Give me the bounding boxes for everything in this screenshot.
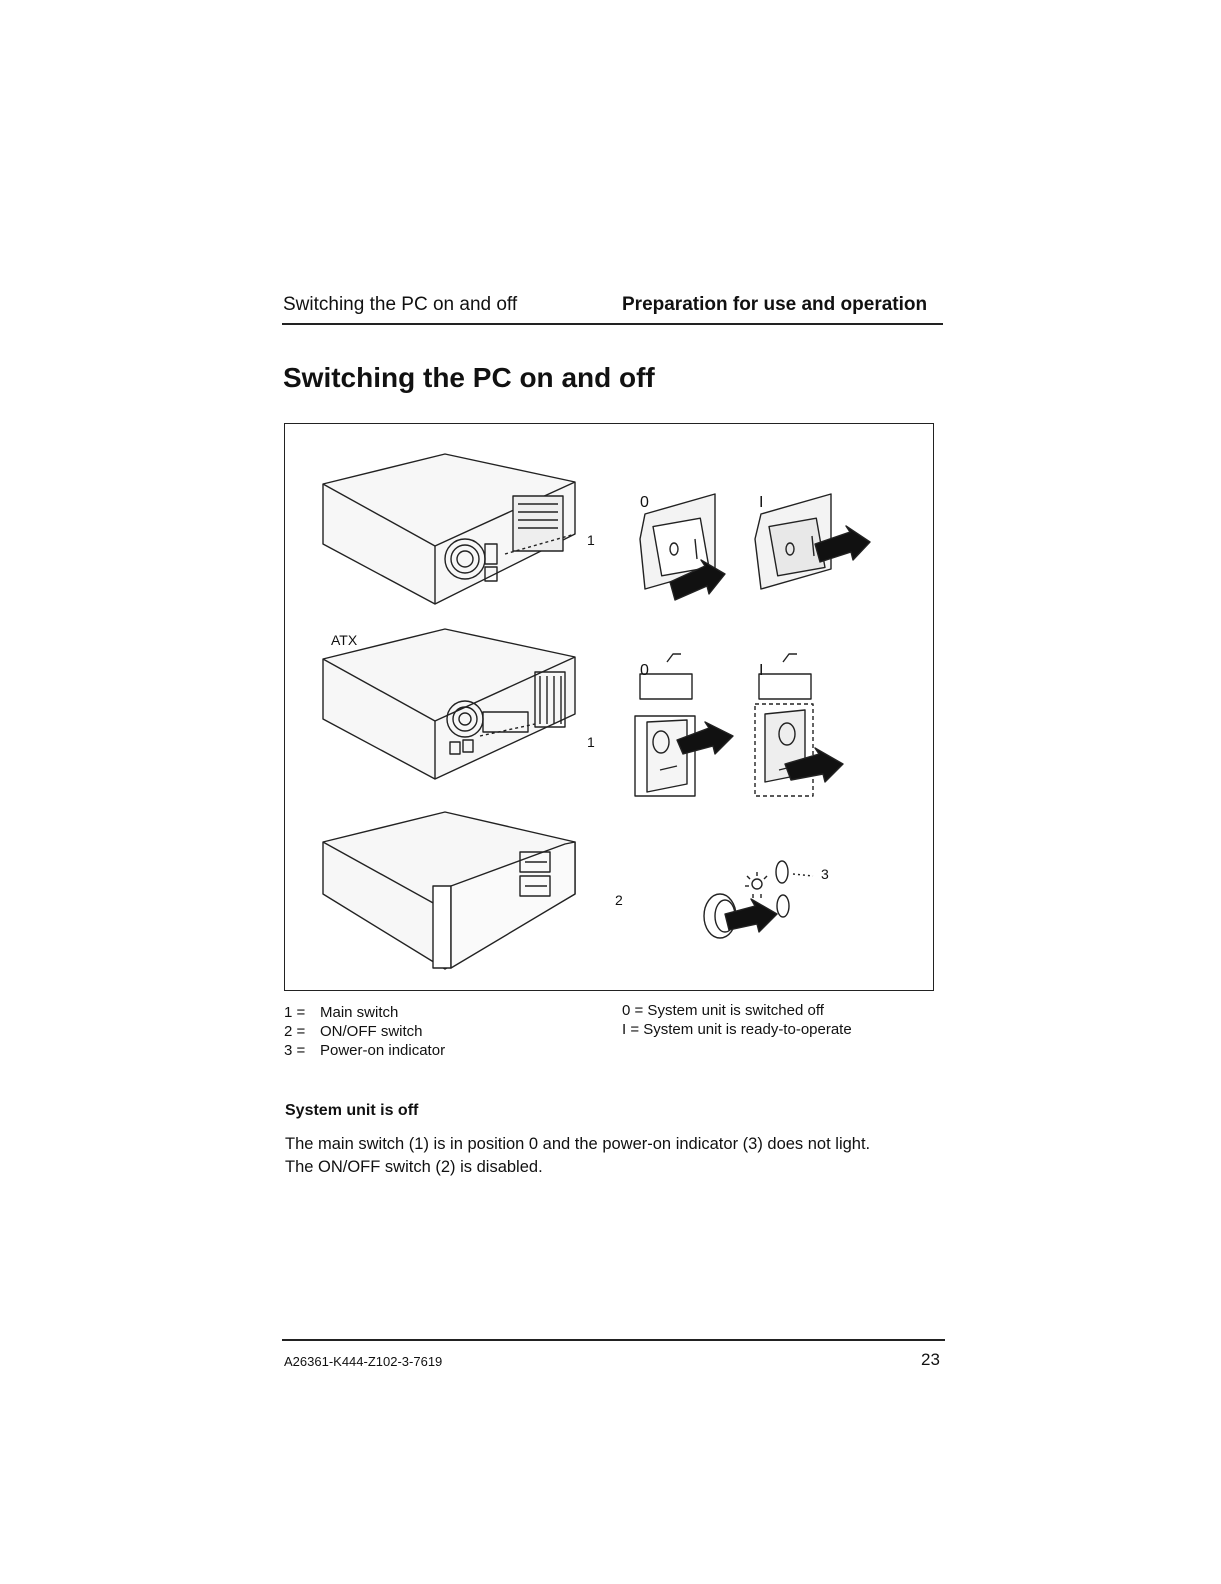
footer-rule (282, 1339, 945, 1341)
legend-item (284, 1041, 445, 1060)
legend-number: 2 = (284, 1023, 306, 1040)
body-line: The main switch (1) is in position 0 and the power-on indicator (3) does not light. (285, 1135, 871, 1153)
legend-item (284, 1003, 445, 1022)
header-rule (282, 323, 943, 325)
callout-power-indicator: 3 (821, 866, 829, 882)
legend-text: Main switch (320, 1004, 399, 1021)
atx-switch-on-icon (755, 654, 843, 796)
section-heading: System unit is off (285, 1102, 419, 1119)
document-code: A26361-K444-Z102-3-7619 (284, 1354, 443, 1369)
legend-number: 3 = (284, 1042, 306, 1059)
position-i-label-atx: I (759, 662, 764, 679)
callout-on-off-switch: 2 (615, 892, 623, 908)
callout-main-switch-atx: 1 (587, 734, 595, 750)
atx-label: ATX (331, 632, 358, 648)
position-i-label-top: I (759, 494, 764, 511)
pc-desktop-rear-icon (323, 454, 575, 604)
power-button-icon (704, 894, 789, 938)
legend-positions (622, 1001, 852, 1039)
legend-number: 1 = (284, 1004, 306, 1021)
illustration-drawing (285, 424, 935, 992)
legend-text: Power-on indicator (320, 1042, 446, 1059)
body-line: The ON/OFF switch (2) is disabled. (285, 1158, 543, 1176)
running-header-section: Switching the PC on and off (283, 294, 518, 315)
legend-text: ON/OFF switch (320, 1023, 423, 1040)
running-header-chapter: Preparation for use and operation (622, 294, 928, 315)
atx-switch-off-icon (635, 654, 733, 796)
legend-item (284, 1022, 445, 1041)
legend-position-on: I = System unit is ready-to-operate (622, 1021, 852, 1038)
pc-atx-rear-icon (323, 629, 575, 779)
pc-front-icon (323, 812, 575, 969)
page-title: Switching the PC on and off (283, 362, 655, 393)
switch-illustration (284, 423, 934, 991)
callout-main-switch-top: 1 (587, 532, 595, 548)
position-0-label-top: 0 (640, 494, 649, 511)
legend-position-off: 0 = System unit is switched off (622, 1002, 824, 1019)
power-on-indicator-icon (745, 861, 813, 898)
page-number: 23 (921, 1350, 940, 1369)
position-0-label-atx: 0 (640, 662, 649, 679)
main-switch-off-icon (640, 494, 725, 600)
section-body (285, 1133, 945, 1179)
legend-callouts (284, 1003, 445, 1060)
main-switch-on-icon (755, 494, 870, 589)
